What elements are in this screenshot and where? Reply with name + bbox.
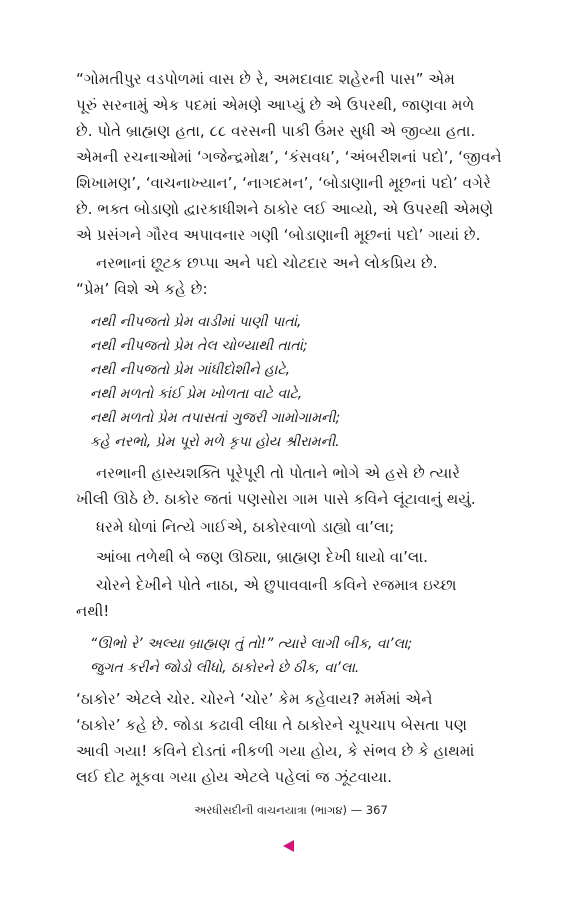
text-line: શિખામણ’, ‘વાચનાખ્યાન’, ‘નાગદમન’, ‘બોડાણાની મૂછનાં પદો’ વગેરે [76, 174, 491, 192]
text-line: એમની રચનાઓમાં ‘ગજેન્દ્રમોક્ષ’, ‘કંસવધ’, ‘અંબરીશનાં પદો’, ‘જીવને [76, 148, 502, 166]
verse-line: નથી નીપજતો પ્રેમ તેલ ચોળ્યાથી તાતાં; [90, 338, 308, 354]
page-body [76, 66, 508, 790]
paragraph-address [76, 66, 508, 248]
verse-thakor [90, 632, 508, 680]
verse-line-standalone: ધરમે ધોળાં નિત્યે ગાઈએ, ઠાકોરવાળો ડાહ્યો વા’લા; [96, 518, 395, 536]
text-line: લઈ દોટ મૂકવા ગયા હોય એટલે પહેલાં જ ઝૂંટવાયા. [76, 768, 392, 786]
paragraph-prem-intro [76, 250, 508, 302]
text-line: ‘ઠાકોર’ એટલે ચોર. ચોરને ‘ચોર’ કેમ કહેવાય? મર્મમાં એને [76, 690, 433, 708]
verse-line: નથી મળતો પ્રેમ તપાસતાં ગુજરી ગામોગામની; [90, 410, 341, 426]
text-line: ‘ઠાકોર’ કહે છે. જોડા કઢાવી લીધા તે ઠાકોરને ચૂપચાપ બેસતા પણ [76, 716, 468, 734]
verse-line: “ઊભો રે’ અલ્યા બ્રાહ્મણ તું તો!” ત્યારે લાગી બીક, વા’લા; [90, 636, 413, 652]
paragraph-thief [76, 572, 508, 624]
text-line: “ગોમતીપુર વડપોળમાં વાસ છે રે, અમદાવાદ શહેરની પાસ” એમ [76, 70, 456, 88]
verse-prem [90, 310, 508, 454]
text-line: ચોરને દેખીને પોતે નાઠા, એ છુપાવવાની કવિને રજમાત્ર ઇચ્છા [96, 576, 457, 594]
page-footer: અરધીસદીની વાચનયાત્રા (ભાગ૪) — 367 [194, 803, 388, 817]
text-line: નથી! [76, 602, 110, 620]
verse-line: નથી મળતો કાંઈ પ્રેમ ખોળતા વાટે વાટે, [90, 386, 303, 402]
text-line: ખીલી ઊઠે છે. ઠાકોર જતાં પણસોરા ગામ પાસે કવિને લૂંટાવાનું થયું. [76, 490, 476, 508]
previous-page-arrow-icon[interactable] [283, 840, 294, 852]
verse-line-standalone: આંબા તળેથી બે જણ ઊઠ્યા, બ્રાહ્મણ દેખી ધાયો વા’લા. [96, 548, 428, 566]
verse-line: જુગત કરીને જોડો લીધો, ઠાકોરને છે ઠીક, વા’લા. [90, 660, 360, 676]
text-line: એ પ્રસંગને ગૌરવ અપાવનાર ગણી ‘બોડાણાની મૂછનાં પદો’ ગાયાં છે. [76, 226, 481, 244]
text-line: છે. ભક્ત બોડાણો દ્વારકાધીશને ઠાકોર લઈ આવ્યો, એ ઉપરથી એમણે [76, 200, 494, 218]
text-line: પૂરું સરનામું એક પદમાં એમણે આપ્યું છે એ ઉપરથી, જાણવા મળે [76, 96, 475, 114]
paragraph-humour [76, 460, 508, 512]
verse-line: કહે નરભો, પ્રેમ પૂરો મળે કૃપા હોય શ્રીરામની. [90, 434, 340, 450]
text-line: નરભાનાં છૂટક છપ્પા અને પદો ચોટદાર અને લોકપ્રિય છે. [96, 254, 438, 272]
text-line: “પ્રેમ’ વિશે એ કહે છે: [76, 280, 208, 298]
verse-line: નથી નીપજતો પ્રેમ ગાંધીદોશીને હાટે, [90, 362, 291, 378]
paragraph-thakor-meaning [76, 686, 508, 790]
text-line: નરભાની હાસ્યશક્તિ પૂરેપૂરી તો પોતાને ભોગે એ હસે છે ત્યારે [96, 464, 461, 482]
text-line: આવી ગયા! કવિને દોડતાં નીકળી ગયા હોય, કે સંભવ છે કે હાથમાં [76, 742, 475, 760]
verse-line: નથી નીપજતો પ્રેમ વાડીમાં પાણી પાતાં, [90, 314, 302, 330]
text-line: છે. પોતે બ્રાહ્મણ હતા, ૮૮ વરસની પાકી ઉંમર સુધી એ જીવ્યા હતા. [76, 122, 476, 140]
